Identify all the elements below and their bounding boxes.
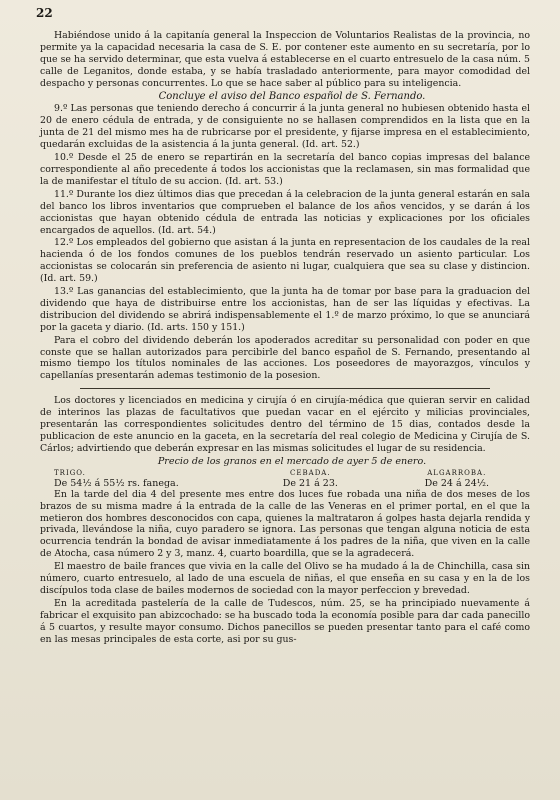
pastry-shop-notice: En la acreditada pastelería de la calle de Tudescos, núm. 25, se ha principiado nuevamente á fabricar el exquisito pan abizcochado: se ha buscado toda la economía posible para dar cada panecillo á 5 cuartos, y resulte mayor consumo. Dichos panecillos se pueden presentar tanto para el café como en las mesas principales de esta corte, asi por su gus- [40,597,530,645]
section-divider [80,388,490,389]
bank-notice-title: Concluye el aviso del Banco español de S. Fernando. [158,90,426,102]
page-number: 22 [36,6,53,20]
stolen-child-notice: En la tarde del dia 4 del presente mes entre dos luces fue robada una niña de dos meses de los brazos de su misma madre á la entrada de la calle de las Veneras en el primer portal, en el que la metieron dos hombres desconocidos con capa, quienes la maltrataron á golpes hasta dejarla rendida y privada, llevándose la niña, cuyo paradero se ignora. Las personas que tengan alguna noticia de esta ocurrencia tendrán la bondad de avisar inmediatamente á los padres de la niña, que viven en la calle de Atocha, casa número 2 y 3, manz. 4, cuarto boardilla, que se la agradecerá. [40,488,530,560]
price-header-trigo: TRIGO. [54,468,86,477]
bank-article-10: 10.º Desde el 25 de enero se repartirán en la secretaría del banco copias impresas del balance correspondiente al año precedente á todos los accionistas que la reclamasen, sin mas formalidad que la de manifestar el título de su accion. (Id. art. 53.) [40,152,530,187]
price-value-trigo: De 54½ á 55½ rs. fanega. [54,477,179,489]
bank-dividend-note: Para el cobro del dividendo deberán los apoderados acreditar su personalidad con poder en que conste que se hallan autorizados para percibirle del banco español de S. Fernando, presentando al mismo tiempo los títulos nominales de las acciones. Los poseedores de mayorazgos, vínculos y capellanías presentarán ademas testimonio de la posesion. [40,334,530,382]
bank-article-13: 13.º Las ganancias del establecimiento, que la junta ha de tomar por base para la graduacion del dividendo que haya de distribuirse entre los accionistas, han de ser las líquidas y efectivas. La distribucion del dividendo se abrirá indispensablemente el 1.º de marzo próximo, lo que se anunciará por la gaceta y diario. (Id. arts. 150 y 151.) [40,286,530,333]
grain-price-headers [40,469,530,478]
medicine-notice: Los doctores y licenciados en medicina y cirujía ó en cirujía-médica que quieran servir en calidad de interinos las plazas de facultativos que puedan vacar en el ejército y milicias provinciales, presentarán las correspondientes solicitudes dentro del término de 15 dias, contados desde la publicacion de este anuncio en la gaceta, en la secretaría del real colegio de Medicina y Cirujía de S. Cárlos; advirtiendo que deberán expresar en las mismas solicitudes el lugar de su residencia. [40,395,530,454]
voluntarios-notice: Habiéndose unido á la capitanía general la Inspeccion de Voluntarios Realistas de la provincia, no permite ya la capacidad necesaria la casa de S. E. por contener este aumento en su secretaría, por lo que se ha servido determinar, que esta vuelva á establecerse en el cuarto entresuelo de la casa núm. 5 calle de Leganitos, donde estaba, y se había trasladado anteriormente, para mayor comodidad del despacho y personas concurrentes. Lo que se hace saber al público para su inteligencia. [40,30,530,89]
price-header-algarroba: ALGARROBA. [427,468,487,477]
text-column [40,30,530,646]
bank-article-12: 12.º Los empleados del gobierno que asistan á la junta en representacion de los caudales de la real hacienda ó de los fondos comunes de los pueblos tendrán reservado un asiento particular. Los accionistas se colocarán sin preferencia de asiento ni lugar, cualquiera que sea su clase y distincion. (Id. art. 59.) [40,237,530,285]
bank-article-11: 11.º Durante los diez últimos dias que precedan á la celebracion de la junta general estarán en sala del banco los libros inventarios que comprueben el balance de los años vencidos, y se darán á los accionistas que hayan obtenido cédula de entrada las noticias y explicaciones por los oficiales encargados de aquellos. (Id. art. 54.) [40,188,530,236]
dance-master-notice: El maestro de baile frances que vivia en la calle del Olivo se ha mudado á la de Chinchilla, casa sin número, cuarto entresuelo, al lado de una escuela de niñas, el que enseña en su casa y en la de los discípulos toda clase de bailes modernos de sociedad con la mayor perfeccion y brevedad. [40,561,530,596]
price-header-cebada: CEBADA. [290,468,331,477]
bank-article-9: 9.º Las personas que teniendo derecho á concurrir á la junta general no hubiesen obtenido hasta el 20 de enero cédula de entrada, y de consiguiente no se hallasen comprendidos en la lista que en la junta de 21 del mismo mes ha de rubricarse por el presidente, y fijarse impresa en el establecimiento, quedarán excluidas de la asistencia á la junta general. (Id. art. 52.) [40,103,530,151]
grain-price-values [40,478,530,489]
price-value-cebada: De 21 á 23. [282,477,338,489]
grain-price-title: Precio de los granos en el mercado de ayer 5 de enero. [157,455,427,467]
price-value-algarroba: De 24 á 24½. [424,477,489,489]
